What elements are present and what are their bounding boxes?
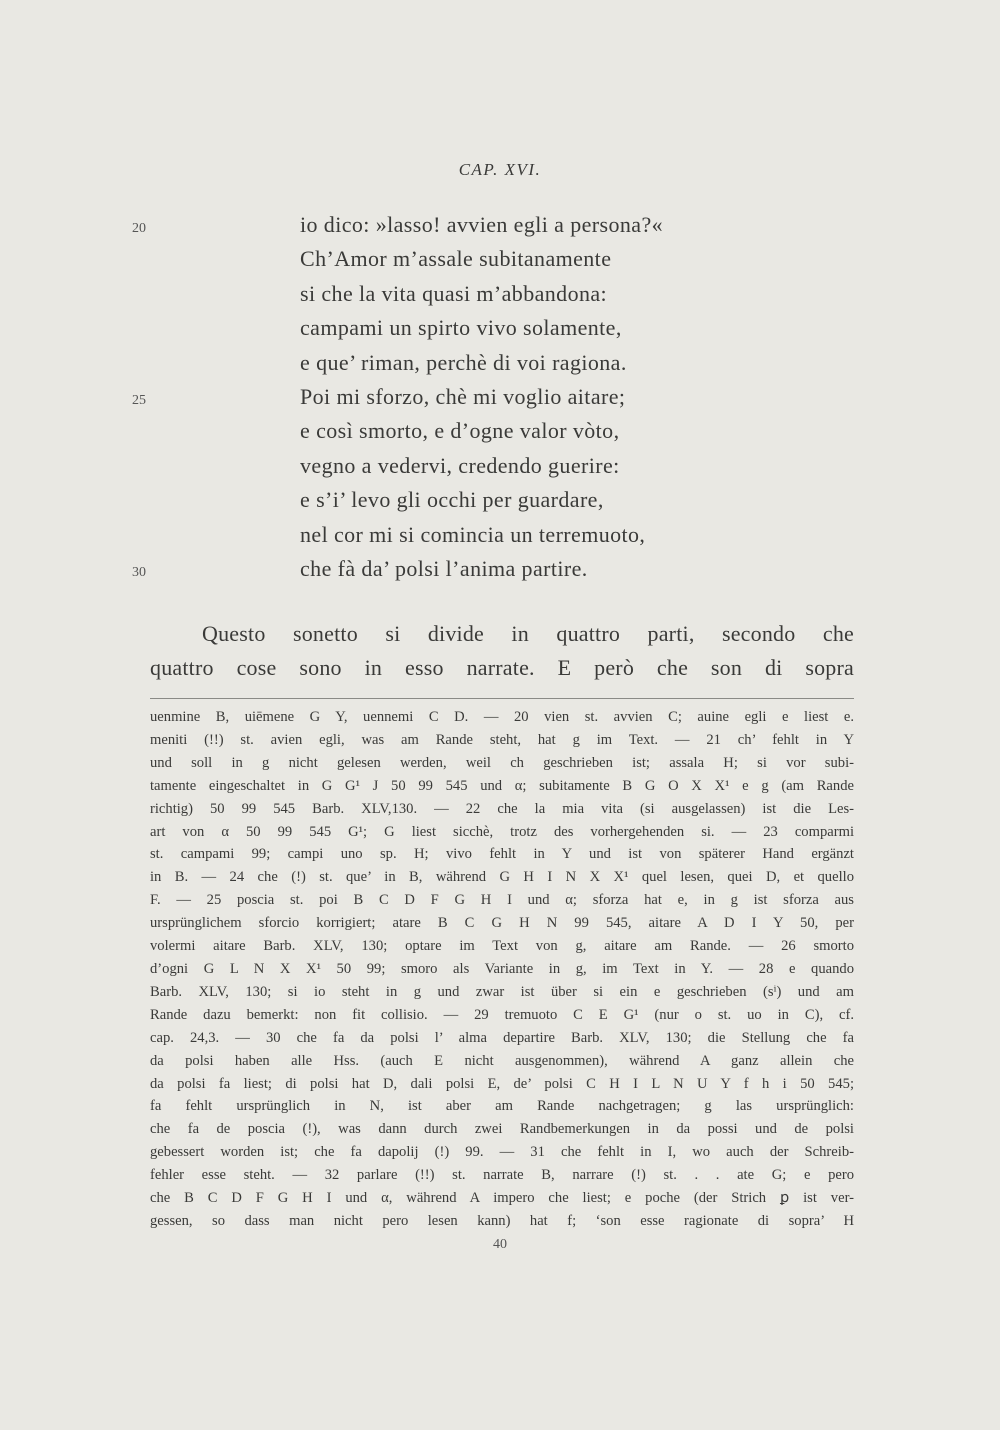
apparatus-line: art von α 50 99 545 G¹; G liest sicchè, trotz des vorhergehenden si. — 23 comparmi <box>150 823 854 840</box>
page-number: 40 <box>493 1237 507 1252</box>
apparatus-line: meniti (!!) st. avien egli, was am Rande steht, hat g im Text. — 21 ch’ fehlt in Y <box>150 731 854 748</box>
apparatus-line: richtig) 50 99 545 Barb. XLV,130. — 22 che la mia vita (si ausgelassen) ist die Les- <box>150 800 854 817</box>
apparatus-line: Barb. XLV, 130; si io steht in g und zwar ist über si ein e geschrieben (sⁱ) und am <box>150 983 854 1000</box>
apparatus-line: F. — 25 poscia st. poi B C D F G H I und α; sforza hat e, in g ist sforza aus <box>150 892 854 909</box>
sonnet <box>0 212 1000 590</box>
critical-apparatus <box>150 706 854 1233</box>
verse-line <box>0 315 1000 349</box>
verse-line <box>0 350 1000 384</box>
line-number: 20 <box>132 221 146 236</box>
verse-text: io dico: »lasso! avvien egli a persona?« <box>300 212 664 237</box>
apparatus-line: volermi aitare Barb. XLV, 130; optare im Text von g, aitare am Rande. — 26 smorto <box>150 938 854 955</box>
apparatus-line: fa fehlt ursprünglich in N, ist aber am Rande nachgetragen; g las ursprünglich: <box>150 1098 854 1115</box>
apparatus-line: cap. 24,3. — 30 che fa da polsi l’ alma departire Barb. XLV, 130; die Stellung che fa <box>150 1029 854 1046</box>
prose-line: quattro cose sono in esso narrate. E però che son di sopra <box>150 655 854 680</box>
verse-text: e così smorto, e d’ogne valor vòto, <box>300 418 620 444</box>
verse-text: nel cor mi si comincia un terremuoto, <box>300 521 646 547</box>
verse-text: campami un spirto vivo solamente, <box>300 315 622 341</box>
prose-paragraph <box>150 617 854 685</box>
verse-text: Poi mi sforzo, chè mi voglio aitare; <box>300 383 626 409</box>
line-number: 25 <box>132 392 146 408</box>
apparatus-line: in B. — 24 che (!) st. que’ in B, während G H I N X X¹ quel lesen, quei D, et quello <box>150 869 854 886</box>
verse-line <box>0 281 1000 315</box>
verse-line <box>0 418 1000 452</box>
verse-line <box>0 246 1000 280</box>
prose-line: Questo sonetto si divide in quattro parti, secondo che <box>202 621 854 646</box>
apparatus-line: st. campami 99; campi uno sp. H; vivo fehlt in Y und ist von späterer Hand ergänzt <box>150 846 854 863</box>
verse-line <box>0 556 1000 590</box>
apparatus-line: tamente eingeschaltet in G G¹ J 50 99 545 und α; subitamente B G O X X¹ e g (am Rande <box>150 777 854 794</box>
verse-text: si che la vita quasi m’abbandona: <box>300 280 608 306</box>
apparatus-line: gebessert worden ist; che fa dapolij (!) 99. — 31 che fehlt in I, wo auch der Schreib- <box>150 1144 854 1161</box>
apparatus-line: che fa de poscia (!), was dann durch zwei Randbemerkungen in da possi und de polsi <box>150 1121 854 1138</box>
verse-text: e s’i’ levo gli occhi per guardare, <box>300 487 604 513</box>
footnote-rule <box>150 698 854 699</box>
verse-text: che fà da’ polsi l’anima partire. <box>300 555 588 581</box>
apparatus-line: che B C D F G H I und α, während A impero che liest; e poche (der Strich ꝑ ist ver- <box>150 1190 854 1207</box>
verse-text: e que’ riman, perchè di voi ragiona. <box>300 349 627 375</box>
apparatus-line: uenmine B, uiēmene G Y, uennemi C D. — 20 vien st. avvien C; auine egli e liest e. <box>150 709 854 725</box>
verse-line <box>0 453 1000 487</box>
apparatus-line: gessen, so dass man nicht pero lesen kann) hat f; ‘son esse ragionate di sopra’ H <box>150 1212 854 1229</box>
verse-line <box>0 487 1000 521</box>
apparatus-line: d’ogni G L N X X¹ 50 99; smoro als Variante in g, im Text in Y. — 28 e quando <box>150 960 854 977</box>
line-number: 30 <box>132 564 146 580</box>
apparatus-line: und soll in g nicht gelesen werden, weil ch geschrieben ist; assala H; si vor subi- <box>150 754 854 771</box>
verse-line <box>0 384 1000 418</box>
apparatus-line: fehler esse steht. — 32 parlare (!!) st. narrate B, narrare (!) st. . . ate G; e pero <box>150 1167 854 1184</box>
apparatus-line: da polsi fa liest; di polsi hat D, dali polsi E, de’ polsi C H I L N U Y f h i 50 545; <box>150 1075 854 1092</box>
verse-line <box>0 522 1000 556</box>
apparatus-line: ursprünglichem sforcio korrigiert; atare B C G H N 99 545, aitare A D I Y 50, per <box>150 915 854 932</box>
chapter-heading: CAP. XVI. <box>458 160 542 179</box>
apparatus-line: Rande dazu bemerkt: non fit collisio. — 29 tremuoto C E G¹ (nur o st. uo in C), cf. <box>150 1006 854 1023</box>
apparatus-line: da polsi haben alle Hss. (auch E nicht ausgenommen), während A ganz allein che <box>150 1052 854 1069</box>
verse-line <box>0 212 1000 246</box>
verse-text: Ch’Amor m’assale subitanamente <box>300 246 612 272</box>
verse-text: vegno a vedervi, credendo guerire: <box>300 452 620 478</box>
